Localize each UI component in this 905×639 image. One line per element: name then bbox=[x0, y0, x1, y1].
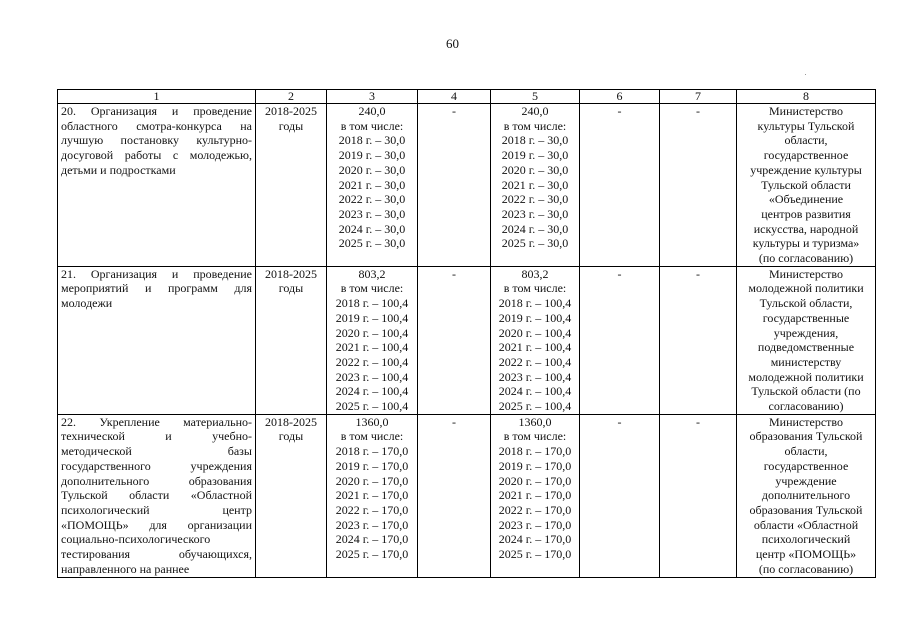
cell-text-line: 2021 г. – 100,4 bbox=[498, 340, 572, 355]
federal-funding-cell bbox=[418, 104, 491, 267]
cell-text-line: 2024 г. – 30,0 bbox=[501, 221, 569, 236]
total-funding-cell bbox=[327, 414, 418, 577]
cell-text-line: социально-психологического bbox=[61, 532, 211, 547]
cell-text-line: в том числе: bbox=[503, 429, 567, 444]
cell-text-line: тестирования обучающихся, bbox=[61, 547, 252, 562]
header-cell-6: 6 bbox=[580, 90, 660, 104]
cell-text-line: 21. Организация и проведение bbox=[61, 266, 252, 281]
cell-text-line: досуговой работы с молодежью, bbox=[61, 148, 252, 163]
cell-text-line: 2020 г. – 100,4 bbox=[498, 325, 572, 340]
cell-text-line: 2019 г. – 100,4 bbox=[498, 310, 572, 325]
cell-text-line: молодежной политики bbox=[748, 369, 864, 384]
cell-text-line: 803,2 bbox=[521, 266, 549, 281]
cell-text: - bbox=[696, 266, 700, 281]
cell-text-line: 2021 г. – 30,0 bbox=[501, 177, 569, 192]
cell-text-line: технической и учебно- bbox=[61, 429, 252, 444]
cell-text-line: 2025 г. – 100,4 bbox=[498, 399, 572, 414]
cell-text-line: государственные bbox=[762, 310, 850, 325]
cell-text-line: 2024 г. – 170,0 bbox=[498, 532, 572, 547]
regional-funding-cell bbox=[491, 414, 580, 577]
cell-text-line: области, bbox=[784, 444, 828, 459]
cell-text-line: Министерство bbox=[769, 266, 843, 281]
cell-text-line: в том числе: bbox=[340, 281, 404, 296]
executor-cell bbox=[737, 104, 876, 267]
cell-text-line: 2021 г. – 170,0 bbox=[335, 488, 409, 503]
cell-text-line: области, bbox=[784, 133, 828, 148]
cell-text-line: в том числе: bbox=[503, 281, 567, 296]
cell-text-line: 22. Укрепление материально- bbox=[61, 414, 252, 429]
cell-text-line: 2020 г. – 170,0 bbox=[335, 473, 409, 488]
cell-text-line: молодежи bbox=[61, 296, 113, 311]
cell-text-line: 2023 г. – 100,4 bbox=[498, 369, 572, 384]
header-cell-7: 7 bbox=[660, 90, 737, 104]
cell-text-line: годы bbox=[278, 429, 304, 444]
cell-text-line: «ПОМОЩЬ» для организации bbox=[61, 517, 252, 532]
cell-text-line: государственное bbox=[763, 148, 849, 163]
cell-text-line: 2018 г. – 30,0 bbox=[338, 133, 406, 148]
table-row bbox=[58, 104, 876, 267]
executor-cell bbox=[737, 266, 876, 414]
period-cell bbox=[256, 104, 327, 267]
header-cell-1: 1 bbox=[58, 90, 256, 104]
cell-text-line: направленного на раннее bbox=[61, 561, 190, 576]
cell-text-line: 20. Организация и проведение bbox=[61, 104, 252, 118]
cell-text-line: мероприятий и программ для bbox=[61, 281, 252, 296]
cell-text: - bbox=[617, 104, 622, 118]
cell-text: - bbox=[617, 414, 622, 429]
cell-text-line: в том числе: bbox=[503, 118, 567, 133]
header-row bbox=[58, 90, 876, 104]
cell-text-line: искусства, народной bbox=[753, 221, 859, 236]
cell-text-line: 2018-2025 bbox=[265, 104, 317, 118]
cell-text-line: детьми и подростками bbox=[61, 162, 176, 177]
cell-text-line: Министерство bbox=[769, 104, 843, 118]
cell-text-line: дополнительного bbox=[761, 488, 851, 503]
header-cell-3: 3 bbox=[327, 90, 418, 104]
cell-text: - bbox=[696, 104, 700, 118]
cell-text-line: Тульской области (по bbox=[751, 384, 861, 399]
cell-text-line: 2023 г. – 100,4 bbox=[335, 369, 409, 384]
cell-text-line: 2018-2025 bbox=[265, 414, 317, 429]
cell-text-line: государственного учреждения bbox=[61, 458, 252, 473]
cell-text-line: 2025 г. – 170,0 bbox=[498, 547, 572, 562]
cell-text-line: культуры Тульской bbox=[757, 118, 855, 133]
cell-text-line: 2022 г. – 100,4 bbox=[498, 354, 572, 369]
cell-text-line: 2024 г. – 100,4 bbox=[335, 384, 409, 399]
cell-text-line: методической базы bbox=[61, 444, 252, 459]
cell-text-line: 2023 г. – 170,0 bbox=[498, 517, 572, 532]
cell-text-line: 2021 г. – 30,0 bbox=[338, 177, 406, 192]
table-row bbox=[58, 266, 876, 414]
cell-text-line: культуры и туризма» bbox=[752, 236, 860, 251]
measure-name-cell bbox=[58, 104, 256, 267]
header-cell-5: 5 bbox=[491, 90, 580, 104]
cell-text-line: областного смотра-конкурса на bbox=[61, 118, 252, 133]
cell-text-line: дополнительного образования bbox=[61, 473, 252, 488]
cell-text-line: согласованию) bbox=[768, 399, 844, 414]
cell-text-line: 2019 г. – 30,0 bbox=[501, 148, 569, 163]
other-funding-cell bbox=[660, 104, 737, 267]
cell-text-line: (по согласованию) bbox=[758, 561, 854, 576]
regional-funding-cell bbox=[491, 266, 580, 414]
cell-text-line: 2018 г. – 30,0 bbox=[501, 133, 569, 148]
cell-text-line: 1360,0 bbox=[355, 414, 389, 429]
cell-text-line: молодежной политики bbox=[748, 281, 864, 296]
local-funding-cell bbox=[580, 104, 660, 267]
cell-text-line: 2023 г. – 170,0 bbox=[335, 517, 409, 532]
cell-text-line: годы bbox=[278, 118, 304, 133]
measure-name-cell bbox=[58, 266, 256, 414]
cell-text-line: подведомственные bbox=[757, 340, 855, 355]
cell-text-line: лучшую постановку культурно- bbox=[61, 133, 252, 148]
cell-text-line: 2023 г. – 30,0 bbox=[338, 206, 406, 221]
cell-text-line: в том числе: bbox=[340, 118, 404, 133]
cell-text-line: министерству bbox=[770, 354, 842, 369]
cell-text-line: 1360,0 bbox=[518, 414, 552, 429]
other-funding-cell bbox=[660, 266, 737, 414]
cell-text-line: 2021 г. – 170,0 bbox=[498, 488, 572, 503]
cell-text-line: образования Тульской bbox=[749, 502, 863, 517]
cell-text: - bbox=[452, 414, 456, 429]
total-funding-cell bbox=[327, 104, 418, 267]
cell-text-line: 2018 г. – 170,0 bbox=[335, 444, 409, 459]
page-number: 60 bbox=[446, 36, 459, 51]
cell-text: - bbox=[452, 266, 456, 281]
scan-speck bbox=[805, 74, 806, 75]
cell-text-line: 2023 г. – 30,0 bbox=[501, 206, 569, 221]
cell-text-line: учреждение bbox=[775, 473, 837, 488]
cell-text-line: 2019 г. – 170,0 bbox=[335, 458, 409, 473]
cell-text-line: образования Тульской bbox=[749, 429, 863, 444]
cell-text-line: 2022 г. – 100,4 bbox=[335, 354, 409, 369]
cell-text-line: 2020 г. – 100,4 bbox=[335, 325, 409, 340]
cell-text-line: 2019 г. – 170,0 bbox=[498, 458, 572, 473]
table-row bbox=[58, 414, 876, 577]
period-cell bbox=[256, 414, 327, 577]
cell-text-line: 2018 г. – 170,0 bbox=[498, 444, 572, 459]
cell-text-line: 2022 г. – 170,0 bbox=[335, 502, 409, 517]
other-funding-cell bbox=[660, 414, 737, 577]
cell-text-line: в том числе: bbox=[340, 429, 404, 444]
header-cell-8: 8 bbox=[737, 90, 876, 104]
cell-text-line: 2018 г. – 100,4 bbox=[335, 296, 409, 311]
federal-funding-cell bbox=[418, 266, 491, 414]
cell-text-line: 803,2 bbox=[358, 266, 386, 281]
cell-text-line: 2025 г. – 100,4 bbox=[335, 399, 409, 414]
cell-text-line: (по согласованию) bbox=[758, 251, 854, 266]
header-cell-4: 4 bbox=[418, 90, 491, 104]
cell-text-line: 2021 г. – 100,4 bbox=[335, 340, 409, 355]
period-cell bbox=[256, 266, 327, 414]
cell-text: - bbox=[452, 104, 456, 118]
cell-text-line: учреждения, bbox=[773, 325, 839, 340]
cell-text-line: 2024 г. – 170,0 bbox=[335, 532, 409, 547]
executor-cell bbox=[737, 414, 876, 577]
header-cell-2: 2 bbox=[256, 90, 327, 104]
cell-text-line: 2022 г. – 30,0 bbox=[338, 192, 406, 207]
cell-text-line: Тульской области «Областной bbox=[61, 488, 252, 503]
cell-text-line: 2024 г. – 100,4 bbox=[498, 384, 572, 399]
cell-text-line: 2018-2025 bbox=[265, 266, 317, 281]
cell-text-line: 240,0 bbox=[521, 104, 549, 118]
cell-text-line: 2019 г. – 30,0 bbox=[338, 148, 406, 163]
cell-text-line: 2019 г. – 100,4 bbox=[335, 310, 409, 325]
federal-funding-cell bbox=[418, 414, 491, 577]
cell-text: - bbox=[696, 414, 700, 429]
cell-text-line: 2025 г. – 30,0 bbox=[338, 236, 406, 251]
cell-text-line: 2025 г. – 170,0 bbox=[335, 547, 409, 562]
cell-text-line: Тульской области bbox=[761, 177, 851, 192]
cell-text-line: годы bbox=[278, 281, 304, 296]
cell-text-line: 2024 г. – 30,0 bbox=[338, 221, 406, 236]
local-funding-cell bbox=[580, 414, 660, 577]
cell-text-line: 2020 г. – 30,0 bbox=[338, 162, 406, 177]
local-funding-cell bbox=[580, 266, 660, 414]
cell-text-line: центр «ПОМОЩЬ» bbox=[755, 547, 857, 562]
cell-text-line: государственное bbox=[763, 458, 849, 473]
cell-text-line: 2020 г. – 30,0 bbox=[501, 162, 569, 177]
cell-text-line: 2025 г. – 30,0 bbox=[501, 236, 569, 251]
cell-text-line: 240,0 bbox=[358, 104, 386, 118]
cell-text-line: области «Областной bbox=[753, 517, 859, 532]
table-body bbox=[58, 90, 876, 578]
cell-text-line: учреждение культуры bbox=[750, 162, 862, 177]
cell-text-line: 2018 г. – 100,4 bbox=[498, 296, 572, 311]
cell-text-line: психологический центр bbox=[61, 502, 252, 517]
total-funding-cell bbox=[327, 266, 418, 414]
cell-text-line: психологический bbox=[761, 532, 851, 547]
cell-text: - bbox=[617, 266, 622, 281]
cell-text-line: «Объединение bbox=[768, 192, 844, 207]
cell-text-line: центров развития bbox=[761, 206, 851, 221]
cell-text-line: Тульской области, bbox=[759, 296, 853, 311]
cell-text-line: Министерство bbox=[769, 414, 843, 429]
cell-text-line: 2020 г. – 170,0 bbox=[498, 473, 572, 488]
measure-name-cell bbox=[58, 414, 256, 577]
program-table bbox=[57, 89, 876, 578]
cell-text-line: 2022 г. – 170,0 bbox=[498, 502, 572, 517]
regional-funding-cell bbox=[491, 104, 580, 267]
cell-text-line: 2022 г. – 30,0 bbox=[501, 192, 569, 207]
